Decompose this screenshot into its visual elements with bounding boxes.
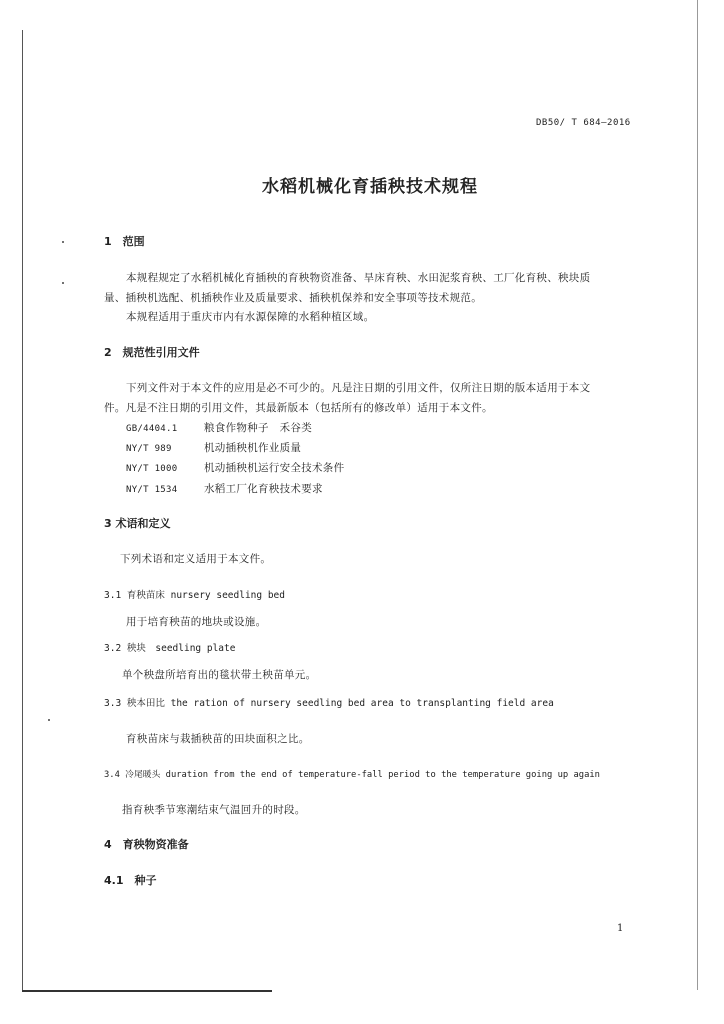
- term-3-4-definition: 指育秧季节寒潮结束气温回升的时段。: [122, 804, 306, 816]
- term-3-3-heading: 3.3 秧本田比 the ration of nursery seedling bed area to transplanting field area: [104, 698, 554, 709]
- reference-title: 水稻工厂化育秧技术要求: [204, 483, 323, 495]
- reference-item: [126, 461, 344, 476]
- scan-speck: [48, 719, 50, 721]
- section-4-heading: 4 育秧物资准备: [104, 838, 189, 851]
- scan-edge-left: [22, 30, 23, 990]
- term-3-4-heading: 3.4 冷尾暖头 duration from the end of temperature-fall period to the temperature going up again: [104, 770, 600, 780]
- section-2-para1-line2: 件。凡是不注日期的引用文件，其最新版本（包括所有的修改单）适用于本文件。: [104, 402, 493, 414]
- scan-speck: [62, 282, 64, 284]
- reference-item: [126, 482, 323, 497]
- term-3-1-definition: 用于培育秧苗的地块或设施。: [126, 616, 267, 628]
- reference-item: [126, 441, 301, 456]
- footer-rule: [22, 990, 272, 992]
- standard-number: DB50/ T 684—2016: [536, 118, 631, 128]
- section-1-heading: 1 范围: [104, 235, 145, 248]
- reference-code: GB/4404.1: [126, 424, 178, 434]
- scan-edge-right: [697, 0, 698, 990]
- term-3-3-definition: 育秧苗床与栽插秧苗的田块面积之比。: [126, 733, 310, 745]
- section-1-para1-line2: 量、插秧机选配、机插秧作业及质量要求、插秧机保养和安全事项等技术规范。: [104, 292, 482, 304]
- section-3-heading: 3 术语和定义: [104, 517, 171, 530]
- document-title: 水稻机械化育插秧技术规程: [262, 177, 478, 197]
- section-3-intro: 下列术语和定义适用于本文件。: [120, 553, 272, 565]
- reference-code: NY/T 989: [126, 444, 172, 454]
- reference-title: 粮食作物种子 禾谷类: [204, 422, 312, 434]
- term-3-1-heading: 3.1 育秧苗床 nursery seedling bed: [104, 590, 285, 601]
- section-1-para1-line1: 本规程规定了水稻机械化育插秧的育秧物资准备、旱床育秧、水田泥浆育秧、工厂化育秧、秧块质: [126, 272, 591, 284]
- reference-code: NY/T 1534: [126, 485, 178, 495]
- subsection-4-1-heading: 4.1 种子: [104, 874, 157, 887]
- section-2-heading: 2 规范性引用文件: [104, 346, 200, 359]
- section-2-para1-line1: 下列文件对于本文件的应用是必不可少的。凡是注日期的引用文件，仅所注日期的版本适用于本文: [126, 382, 591, 394]
- section-1-para2: 本规程适用于重庆市内有水源保障的水稻种植区域。: [126, 311, 375, 323]
- scan-speck: [62, 241, 64, 243]
- term-3-2-definition: 单个秧盘所培育出的毯状带土秧苗单元。: [122, 669, 317, 681]
- reference-title: 机动插秧机运行安全技术条件: [204, 462, 345, 474]
- term-3-2-heading: 3.2 秧块 seedling plate: [104, 643, 236, 654]
- reference-title: 机动插秧机作业质量: [204, 442, 302, 454]
- reference-code: NY/T 1000: [126, 464, 178, 474]
- reference-item: [126, 421, 312, 436]
- page-number: 1: [617, 923, 624, 934]
